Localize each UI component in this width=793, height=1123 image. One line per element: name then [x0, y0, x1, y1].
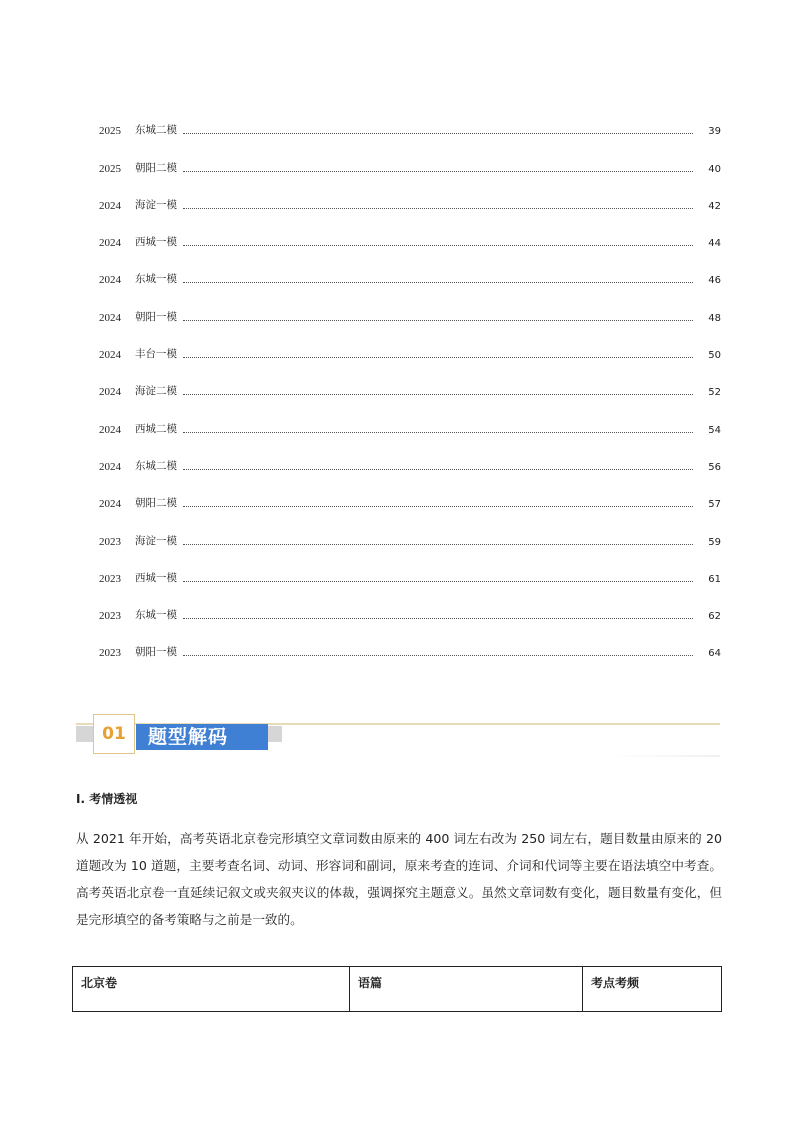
toc-page-number: 44 [708, 238, 721, 250]
toc-entry[interactable] [99, 212, 721, 249]
toc-title: 丰台一模 [135, 348, 177, 361]
toc-year: 2024 [99, 274, 121, 287]
toc-leader [183, 281, 693, 283]
toc-leader [183, 617, 693, 619]
toc-title: 西城二模 [135, 422, 177, 435]
toc-entry[interactable] [99, 175, 721, 212]
toc-page-number: 46 [708, 275, 721, 287]
toc-leader [183, 393, 693, 395]
body-paragraph: 从 2021 年开始，高考英语北京卷完形填空文章词数由原来的 400 词左右改为 250 词左右，题目数量由原来的 20 道题改为 10 道题，主要考查名词、动词、形容词和副词，原来考查的连词、介词和代词等主要在语法填空中考查。高考英语北京卷一直延续记叙文或夹叙夹议的体裁，强调探究主题意义。虽然文章词数有变化，题目数量有变化，但是完形填空的备考策略与之前是一致的。 [76, 831, 722, 927]
toc-year: 2023 [99, 535, 121, 548]
toc-year: 2025 [99, 162, 121, 175]
toc-page-number: 39 [708, 126, 721, 138]
toc-title: 东城一模 [135, 609, 177, 622]
toc-title: 朝阳一模 [135, 310, 177, 323]
toc-leader [183, 170, 693, 172]
toc-leader [183, 580, 693, 582]
toc-year: 2023 [99, 647, 121, 660]
toc-title: 朝阳二模 [135, 497, 177, 510]
toc-leader [183, 132, 693, 134]
toc-entry[interactable] [99, 324, 721, 361]
toc-title: 朝阳二模 [135, 161, 177, 174]
toc-page-number: 56 [708, 461, 721, 473]
toc-page-number: 42 [708, 200, 721, 212]
toc-leader [183, 505, 693, 507]
toc-title: 海淀一模 [135, 534, 177, 547]
table-header-cell: 语篇 [350, 967, 583, 1012]
toc-page-number: 64 [708, 648, 721, 660]
toc-entry[interactable] [99, 100, 721, 137]
toc-entry[interactable] [99, 510, 721, 547]
table-header-row [73, 967, 722, 1012]
toc-leader [183, 431, 693, 433]
toc-entry[interactable] [99, 548, 721, 585]
toc-entry[interactable] [99, 361, 721, 398]
toc-year: 2025 [99, 125, 121, 138]
toc-leader [183, 543, 693, 545]
toc-year: 2023 [99, 610, 121, 623]
toc-page-number: 59 [708, 536, 721, 548]
toc-entry[interactable] [99, 436, 721, 473]
toc-leader [183, 207, 693, 209]
section-title: 题型解码 [136, 724, 268, 750]
toc-title: 海淀二模 [135, 385, 177, 398]
toc-year: 2024 [99, 349, 121, 362]
table-header-cell: 考点考频 [583, 967, 722, 1012]
toc-year: 2024 [99, 498, 121, 511]
toc-page-number: 57 [708, 499, 721, 511]
toc-title: 朝阳一模 [135, 646, 177, 659]
toc-entry[interactable] [99, 249, 721, 286]
toc-leader [183, 654, 693, 656]
toc-leader [183, 319, 693, 321]
toc-entry[interactable] [99, 398, 721, 435]
exam-table [72, 966, 722, 1012]
toc-title: 海淀一模 [135, 198, 177, 211]
toc-entry[interactable] [99, 286, 721, 323]
header-decoration [76, 726, 94, 742]
toc-year: 2024 [99, 237, 121, 250]
toc-leader [183, 244, 693, 246]
toc-title: 东城二模 [135, 124, 177, 137]
toc-title: 西城一模 [135, 236, 177, 249]
toc-page-number: 48 [708, 312, 721, 324]
toc-year: 2024 [99, 199, 121, 212]
toc-leader [183, 468, 693, 470]
subheading: I. 考情透视 [76, 792, 138, 806]
toc-leader [183, 356, 693, 358]
header-decoration [268, 726, 282, 742]
header-shadow [610, 755, 720, 757]
toc-page-number: 50 [708, 350, 721, 362]
toc-entry[interactable] [99, 473, 721, 510]
toc-page-number: 62 [708, 611, 721, 623]
toc-entry[interactable] [99, 585, 721, 622]
toc-year: 2024 [99, 423, 121, 436]
section-header [76, 710, 720, 760]
toc-title: 西城一模 [135, 571, 177, 584]
toc-page-number: 61 [708, 573, 721, 585]
toc-page-number: 54 [708, 424, 721, 436]
toc-title: 东城二模 [135, 459, 177, 472]
toc-year: 2023 [99, 572, 121, 585]
toc-page-number: 40 [708, 163, 721, 175]
toc-entry[interactable] [99, 622, 721, 659]
table-of-contents [99, 100, 721, 659]
toc-page-number: 52 [708, 387, 721, 399]
toc-year: 2024 [99, 386, 121, 399]
toc-year: 2024 [99, 460, 121, 473]
section-number: 01 [93, 714, 135, 754]
toc-entry[interactable] [99, 137, 721, 174]
table-header-cell: 北京卷 [73, 967, 350, 1012]
toc-title: 东城一模 [135, 273, 177, 286]
toc-year: 2024 [99, 311, 121, 324]
